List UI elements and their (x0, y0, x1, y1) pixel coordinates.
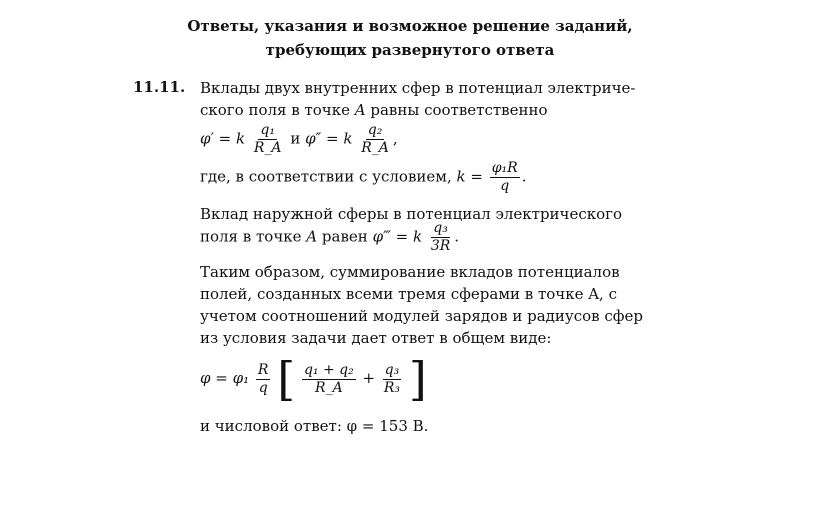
answer-line: и числовой ответ: φ = 153 В. (200, 417, 429, 435)
para3-line2: полей, созданных всеми тремя сферами в точке A, с (200, 285, 617, 303)
phi1-fraction (252, 122, 284, 157)
phi2-fraction (359, 122, 391, 157)
final-num2: q₃ (384, 361, 400, 378)
phi3-fraction (429, 220, 452, 255)
point-a: A (354, 101, 366, 119)
para1-line1: Вклады двух внутренних сфер в потенциал электриче- (200, 79, 636, 97)
problem-number: 11.11. (133, 78, 186, 96)
para3-line1: Таким образом, суммирование вкладов потенциалов (200, 263, 620, 281)
phi3-num: q₃ (433, 220, 448, 236)
para2-line2: поля в точке A равен φ‴ = k $\frac{\text{q₃}}{3R}$ . (200, 220, 460, 254)
phi1-lhs: φ′ = k (200, 129, 246, 148)
phi2-den: R_A (361, 140, 389, 156)
para1-line2-text: ского поля в точке (200, 101, 350, 119)
point-a-2: A (306, 227, 318, 246)
final-formula (200, 352, 427, 406)
page-title (150, 14, 670, 62)
final-r: R (257, 361, 269, 378)
conj-and: и (290, 129, 301, 148)
para1-line2-rest: равны соответственно (370, 101, 548, 119)
para2-line2-rest: равен (321, 227, 368, 246)
para1-line2 (200, 100, 548, 120)
r-over-q (256, 362, 271, 397)
title-line-2: требующих развернутого ответа (265, 41, 555, 59)
final-fraction-2 (382, 362, 402, 397)
k-lhs: k = (456, 167, 483, 186)
para3-line3: учетом соотношений модулей зарядов и радиусов сфер (200, 307, 643, 325)
phi1-den: R_A (253, 140, 282, 156)
phi-formulas: φ′ = k $\frac{\text{q₁}}{R\_A}$ и φ″ = k $\frac{\text{q₂}}{R\_A}$ , (200, 122, 398, 156)
k-definition: где, в соответствии с условием, k = $\frac{\text{φ₁R}}{q}$ . (200, 160, 527, 194)
left-bracket: [ (277, 352, 296, 406)
k-den: q (500, 178, 510, 194)
para2-line2-text: поля в точке (200, 227, 302, 246)
final-den1: R_A (315, 379, 343, 396)
phi1-num: q₁ (260, 122, 275, 138)
final-num1: q₁ + q₂ (303, 361, 354, 378)
right-bracket: ] (408, 352, 427, 406)
phi2-lhs: φ″ = k (305, 129, 353, 148)
k-text: где, в соответствии с условием, (200, 167, 452, 186)
final-q: q (258, 379, 268, 396)
k-fraction (490, 160, 520, 195)
final-lhs: φ = φ₁ (200, 369, 250, 387)
k-num: φ₁R (491, 160, 518, 176)
final-plus: + (362, 369, 376, 387)
phi3-lhs: φ‴ = k (372, 227, 423, 246)
para3-line4: из условия задачи дает ответ в общем виде: (200, 329, 552, 347)
title-line-1: Ответы, указания и возможное решение заданий, (187, 17, 633, 35)
final-fraction-1 (302, 362, 356, 397)
phi3-den: 3R (430, 238, 451, 254)
final-den2: R₃ (383, 379, 401, 396)
phi2-num: q₂ (367, 122, 383, 138)
para2-line1: Вклад наружной сферы в потенциал электрического (200, 205, 623, 223)
